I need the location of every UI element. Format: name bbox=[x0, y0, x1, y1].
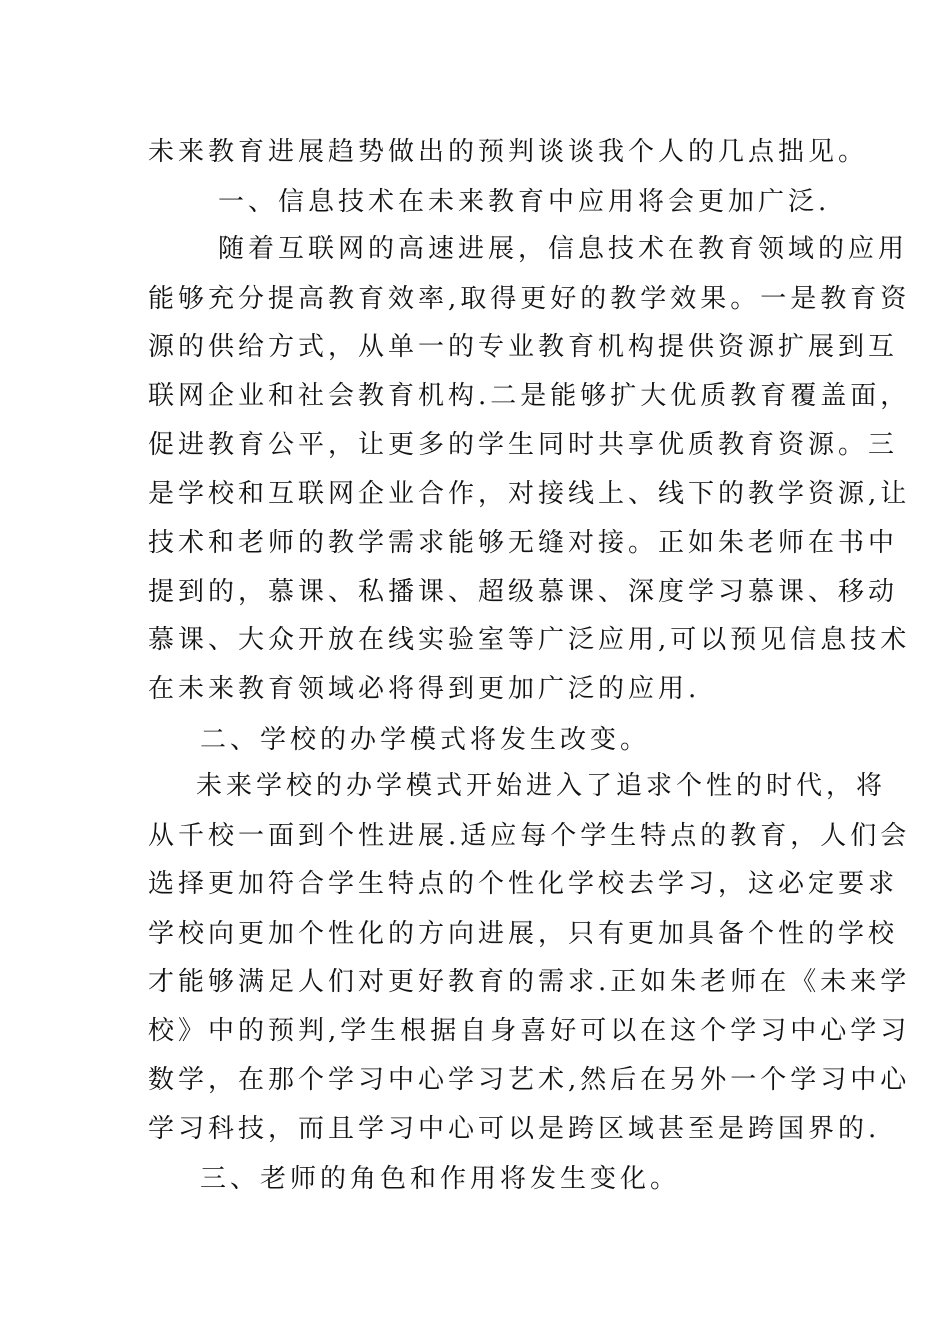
body-text-line: 技术和老师的教学需求能够无缝对接。正如朱老师在书中 bbox=[148, 528, 899, 558]
body-text-line: 学习科技，而且学习中心可以是跨区域甚至是跨国界的. bbox=[148, 1114, 881, 1144]
body-text-line: 才能够满足人们对更好教育的需求.正如朱老师在《未来学 bbox=[148, 967, 911, 997]
body-text-line: 从千校一面到个性进展.适应每个学生特点的教育，人们会 bbox=[148, 821, 911, 851]
section-heading-3: 三、老师的角色和作用将发生变化。 bbox=[200, 1164, 681, 1194]
body-text-line: 校》中的预判,学生根据自身喜好可以在这个学习中心学习 bbox=[148, 1016, 911, 1046]
body-text-line: 数学，在那个学习中心学习艺术,然后在另外一个学习中心 bbox=[148, 1065, 911, 1095]
body-text-line: 学校向更加个性化的方向进展，只有更加具备个性的学校 bbox=[148, 919, 899, 949]
body-text-line: 提到的，慕课、私播课、超级慕课、深度学习慕课、移动 bbox=[148, 577, 899, 607]
section-heading-2: 二、学校的办学模式将发生改变。 bbox=[200, 725, 651, 755]
body-text-line: 能够充分提高教育效率,取得更好的教学效果。一是教育资 bbox=[148, 284, 911, 314]
body-text-line: 联网企业和社会教育机构.二是能够扩大优质教育覆盖面， bbox=[148, 381, 911, 411]
body-text-line: 选择更加符合学生特点的个性化学校去学习，这必定要求 bbox=[148, 869, 899, 899]
body-text-line: 未来教育进展趋势做出的预判谈谈我个人的几点拙见。 bbox=[148, 137, 869, 167]
section-heading-1: 一、信息技术在未来教育中应用将会更加广泛. bbox=[218, 187, 831, 217]
body-text-line: 源的供给方式，从单一的专业教育机构提供资源扩展到互 bbox=[148, 332, 899, 362]
body-text-line: 是学校和互联网企业合作，对接线上、线下的教学资源,让 bbox=[148, 479, 911, 509]
body-text-line: 未来学校的办学模式开始进入了追求个性的时代，将 bbox=[196, 771, 887, 801]
body-text-line: 慕课、大众开放在线实验室等广泛应用,可以预见信息技术 bbox=[148, 625, 911, 655]
body-text-line: 在未来教育领域必将得到更加广泛的应用. bbox=[148, 674, 701, 704]
body-text-line: 促进教育公平，让更多的学生同时共享优质教育资源。三 bbox=[148, 430, 899, 460]
body-text-line: 随着互联网的高速进展，信息技术在教育领域的应用 bbox=[218, 234, 909, 264]
